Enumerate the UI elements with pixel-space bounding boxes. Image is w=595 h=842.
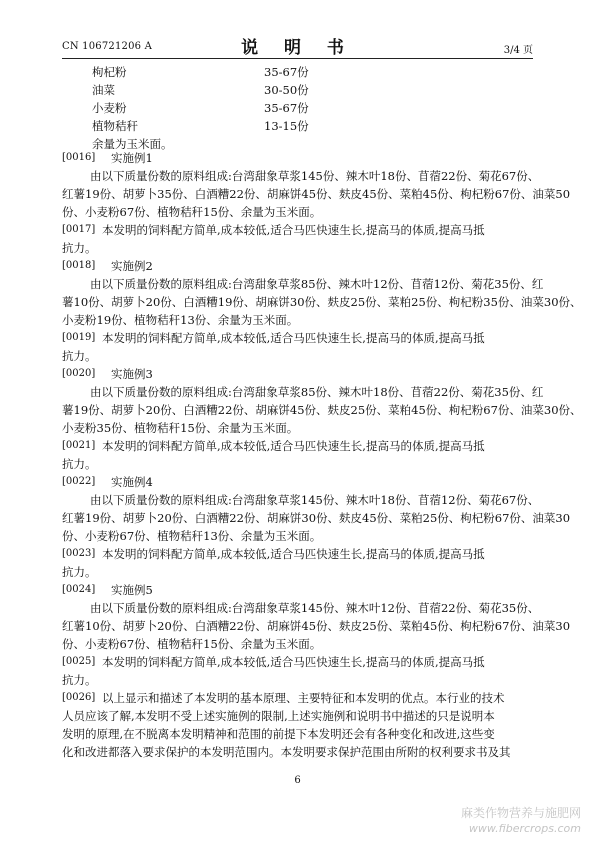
paragraph-line: 人员应该了解,本发明不受上述实施例的限制,上述实施例和说明书中描述的只是说明本 — [62, 709, 495, 723]
paragraph-0021 — [62, 437, 538, 473]
paragraph-number: [0017] — [62, 224, 96, 235]
paragraph-line: 发明的原理,在不脱离本发明精神和范围的前提下本发明还会有各种变化和改进,这些变 — [62, 727, 495, 741]
paragraph-line: 薯10份、胡萝卜20份、白酒糟19份、胡麻饼30份、麸皮25份、菜粕25份、枸杞粉35份、油菜30份、 — [62, 295, 582, 309]
paragraph-0022 — [62, 473, 571, 545]
paragraph-line: 小麦粉19份、植物秸秆13份、余量为玉米面。 — [62, 313, 299, 327]
paragraph-line: 由以下质量份数的原料组成:台湾甜象草浆145份、辣木叶18份、苜蓿12份、菊花67份、 — [90, 493, 540, 507]
paragraph-line: 本发明的饲料配方简单,成本较低,适合马匹快速生长,提高马的体质,提高马抵 — [102, 547, 485, 561]
paragraph-line: 抗力。 — [62, 565, 97, 579]
paragraph-0018 — [62, 257, 582, 329]
paragraph-line: 由以下质量份数的原料组成:台湾甜象草浆145份、辣木叶18份、苜蓿22份、菊花67份、 — [90, 169, 540, 183]
example-heading: 实施例2 — [111, 259, 153, 273]
ingredient-value: 35-67份 — [264, 65, 309, 79]
paragraph-line: 抗力。 — [62, 457, 97, 471]
document-title: 说 明 书 — [241, 38, 354, 58]
paragraph-line: 红薯19份、胡萝卜20份、白酒糟22份、胡麻饼30份、麸皮45份、菜粕25份、枸杞粉67份、油菜30 — [62, 511, 571, 525]
paragraph-0023 — [62, 545, 538, 581]
paragraph-line: 由以下质量份数的原料组成:台湾甜象草浆85份、辣木叶18份、苜蓿22份、菊花35份、红 — [90, 385, 544, 399]
page-number: 6 — [294, 775, 301, 786]
paragraph-line: 抗力。 — [62, 673, 97, 687]
example-heading: 实施例3 — [111, 367, 153, 381]
watermark-url: www.fibercrops.com — [468, 822, 581, 835]
paragraph-line: 由以下质量份数的原料组成:台湾甜象草浆145份、辣木叶12份、苜蓿22份、菊花35份、 — [90, 601, 540, 615]
paragraph-number: [0024] — [62, 584, 96, 595]
paragraph-line: 本发明的饲料配方简单,成本较低,适合马匹快速生长,提高马的体质,提高马抵 — [102, 331, 485, 345]
paragraph-line: 抗力。 — [62, 349, 97, 363]
paragraph-number: [0021] — [62, 440, 96, 451]
watermark — [461, 806, 581, 836]
page-info: 3/4 页 — [503, 45, 533, 56]
paragraph-number: [0018] — [62, 260, 96, 271]
ingredient-value: 35-67份 — [264, 101, 309, 115]
paragraph-line: 本发明的饲料配方简单,成本较低,适合马匹快速生长,提高马的体质,提高马抵 — [102, 223, 485, 237]
paragraph-line: 由以下质量份数的原料组成:台湾甜象草浆85份、辣木叶12份、苜蓿12份、菊花35份、红 — [90, 277, 544, 291]
paragraph-0024 — [62, 581, 571, 653]
paragraph-0025 — [62, 653, 538, 689]
example-heading: 实施例4 — [111, 475, 153, 489]
paragraph-0019 — [62, 329, 538, 365]
paragraph-line: 化和改进都落入要求保护的本发明范围内。本发明要求保护范围由所附的权利要求书及其 — [62, 745, 511, 759]
paragraph-number: [0025] — [62, 656, 96, 667]
paragraph-line: 本发明的饲料配方简单,成本较低,适合马匹快速生长,提高马的体质,提高马抵 — [102, 655, 485, 669]
ingredient-name: 油菜 — [92, 83, 115, 97]
paragraph-0016 — [62, 149, 571, 221]
paragraph-number: [0020] — [62, 368, 96, 379]
paragraph-0026 — [62, 689, 538, 761]
example-heading: 实施例5 — [111, 583, 153, 597]
remainder-text: 余量为玉米面。 — [92, 137, 173, 151]
paragraph-number: [0026] — [62, 692, 96, 703]
paragraph-0017 — [62, 221, 538, 257]
paragraph-line: 份、小麦粉67份、植物秸秆15份、余量为玉米面。 — [62, 205, 322, 219]
paragraph-line: 以上显示和描述了本发明的基本原理、主要特征和本发明的优点。本行业的技术 — [102, 691, 505, 705]
ingredient-value: 13-15份 — [264, 119, 309, 133]
ingredient-name: 植物秸秆 — [92, 119, 138, 133]
paragraph-number: [0022] — [62, 476, 96, 487]
paragraph-line: 红薯10份、胡萝卜20份、白酒糟22份、胡麻饼45份、麸皮25份、菜粕45份、枸杞粉67份、油菜30 — [62, 619, 571, 633]
watermark-site-name: 麻类作物营养与施肥网 — [460, 806, 581, 820]
paragraph-0020 — [62, 365, 582, 437]
paragraph-number: [0023] — [62, 548, 96, 559]
paragraph-line: 红薯19份、胡萝卜35份、白酒糟22份、胡麻饼45份、麸皮45份、菜粕45份、枸杞粉67份、油菜50 — [62, 187, 571, 201]
paragraph-line: 小麦粉35份、植物秸秆15份、余量为玉米面。 — [62, 421, 299, 435]
paragraph-line: 份、小麦粉67份、植物秸秆15份、余量为玉米面。 — [62, 637, 322, 651]
example-heading: 实施例1 — [111, 151, 153, 165]
ingredient-name: 小麦粉 — [92, 101, 127, 115]
paragraph-line: 本发明的饲料配方简单,成本较低,适合马匹快速生长,提高马的体质,提高马抵 — [102, 439, 485, 453]
paragraph-number: [0019] — [62, 332, 96, 343]
paragraph-number: [0016] — [62, 152, 96, 163]
ingredient-value: 30-50份 — [264, 83, 309, 97]
paragraph-line: 薯19份、胡萝卜20份、白酒糟22份、胡麻饼45份、麸皮25份、菜粕45份、枸杞粉67份、油菜30份、 — [62, 403, 582, 417]
paragraph-line: 份、小麦粉67份、植物秸秆13份、余量为玉米面。 — [62, 529, 322, 543]
document-number: CN 106721206 A — [62, 41, 153, 52]
header-rule — [62, 58, 533, 59]
ingredient-name: 枸杞粉 — [92, 65, 127, 79]
paragraph-line: 抗力。 — [62, 241, 97, 255]
